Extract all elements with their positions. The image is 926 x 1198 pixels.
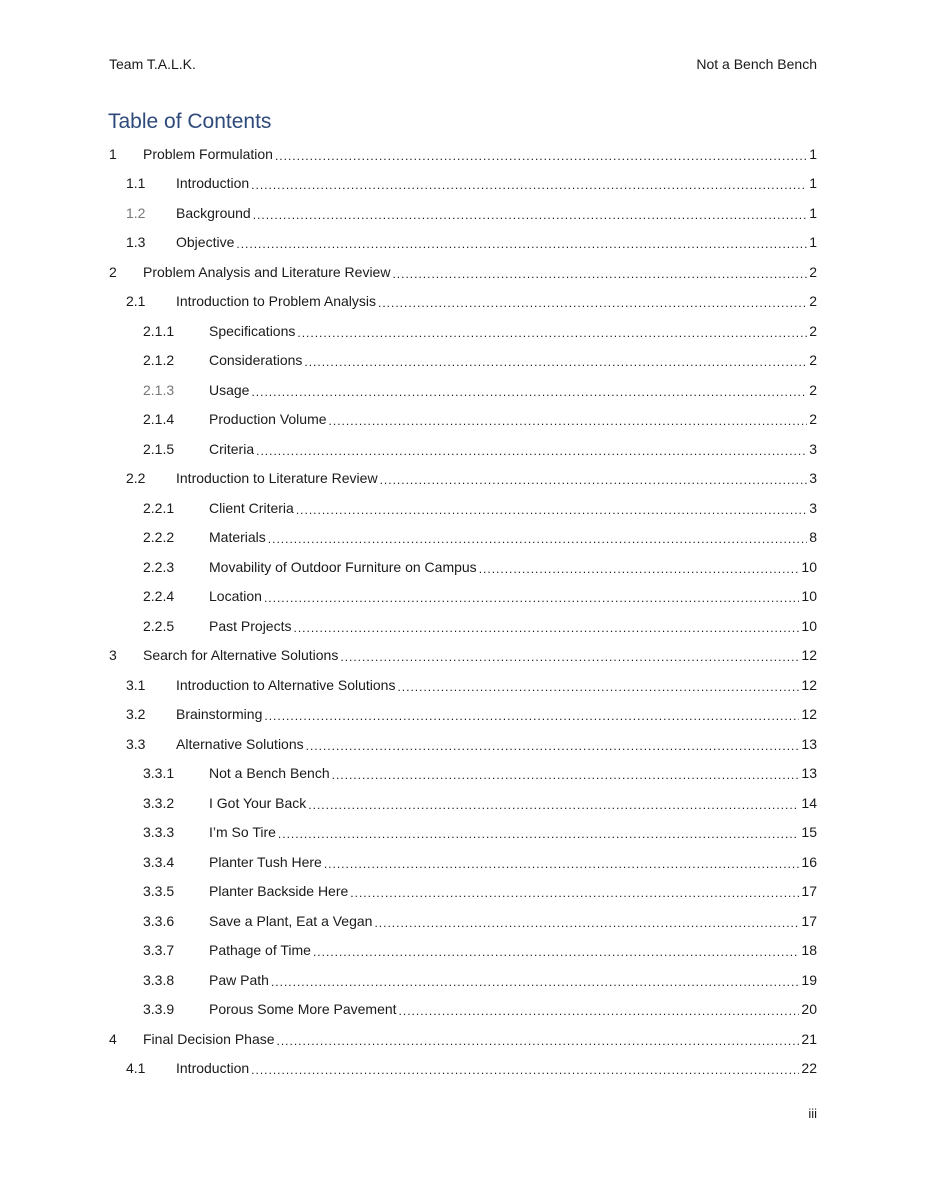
toc-entry-label: Introduction to Alternative Solutions	[176, 676, 396, 693]
toc-entry-label: Criteria	[209, 440, 255, 457]
toc-entry-number: 2.2	[126, 470, 146, 487]
toc-dot-leader	[256, 444, 807, 458]
footer-page-number: iii	[808, 1106, 817, 1121]
toc-entry-number: 3.3.9	[143, 1001, 175, 1018]
toc-entry-number: 3.3	[126, 735, 146, 752]
toc-dot-leader	[251, 1063, 799, 1077]
toc-entry-number: 2.1.4	[143, 411, 175, 428]
toc-entry[interactable]	[109, 552, 817, 582]
toc-entry-number: 2	[109, 263, 117, 280]
toc-entry-label: Planter Backside Here	[209, 883, 349, 900]
toc-entry-page: 17	[801, 883, 817, 900]
toc-entry[interactable]	[109, 375, 817, 405]
toc-entry-number: 2.1	[126, 293, 146, 310]
toc-entry-label: Paw Path	[209, 971, 269, 988]
toc-dot-leader	[277, 1034, 800, 1048]
toc-entry-label: Not a Bench Bench	[209, 765, 330, 782]
toc-entry-page: 2	[809, 381, 817, 398]
toc-entry-label: Considerations	[209, 352, 303, 369]
toc-entry-label: Save a Plant, Eat a Vegan	[209, 912, 373, 929]
toc-dot-leader	[392, 267, 807, 281]
toc-entry[interactable]	[109, 906, 817, 936]
toc-entry-label: Alternative Solutions	[176, 735, 304, 752]
toc-entry[interactable]	[109, 405, 817, 435]
toc-entry-page: 15	[801, 824, 817, 841]
toc-entry-page: 1	[809, 145, 817, 162]
toc-entry-number: 3	[109, 647, 117, 664]
toc-dot-leader	[380, 473, 808, 487]
toc-entry-number: 2.1.1	[143, 322, 175, 339]
toc-dot-leader	[308, 798, 799, 812]
toc-dot-leader	[397, 680, 799, 694]
toc-dot-leader	[306, 739, 800, 753]
toc-entry-number: 3.3.3	[143, 824, 175, 841]
toc-entry[interactable]	[109, 759, 817, 789]
toc-dot-leader	[374, 916, 799, 930]
toc-entry-label: Production Volume	[209, 411, 327, 428]
toc-dot-leader	[296, 503, 807, 517]
toc-entry-number: 3.3.5	[143, 883, 175, 900]
toc-entry-page: 19	[801, 971, 817, 988]
toc-entry[interactable]	[109, 287, 817, 317]
toc-entry[interactable]	[109, 139, 817, 169]
toc-entry[interactable]	[109, 611, 817, 641]
toc-dot-leader	[304, 355, 807, 369]
toc-entry-number: 2.1.3	[143, 381, 175, 398]
toc-entry-label: Movability of Outdoor Furniture on Campus	[209, 558, 477, 575]
toc-dot-leader	[297, 326, 807, 340]
toc-entry-page: 3	[809, 499, 817, 516]
toc-dot-leader	[253, 208, 807, 222]
toc-entry-page: 2	[809, 322, 817, 339]
toc-entry[interactable]	[109, 493, 817, 523]
toc-entry[interactable]	[109, 1054, 817, 1084]
toc-dot-leader	[293, 621, 799, 635]
toc-entry-number: 3.1	[126, 676, 146, 693]
toc-dot-leader	[479, 562, 800, 576]
toc-entry-number: 2.2.4	[143, 588, 175, 605]
toc-entry[interactable]	[109, 169, 817, 199]
toc-entry[interactable]	[109, 936, 817, 966]
toc-entry-number: 2.2.1	[143, 499, 175, 516]
toc-entry[interactable]	[109, 877, 817, 907]
toc-dot-leader	[378, 296, 807, 310]
toc-entry-label: Materials	[209, 529, 266, 546]
toc-entry[interactable]	[109, 788, 817, 818]
toc-dot-leader	[264, 709, 799, 723]
toc-entry-number: 3.3.2	[143, 794, 175, 811]
toc-entry-number: 4.1	[126, 1060, 146, 1077]
toc-entry-page: 12	[801, 676, 817, 693]
toc-entry-number: 1	[109, 145, 117, 162]
toc-entry[interactable]	[109, 729, 817, 759]
toc-entry-page: 21	[801, 1030, 817, 1047]
toc-entry-label: Problem Analysis and Literature Review	[143, 263, 391, 280]
toc-dot-leader	[313, 945, 799, 959]
toc-entry-page: 8	[809, 529, 817, 546]
toc-dot-leader	[251, 178, 807, 192]
toc-entry-page: 17	[801, 912, 817, 929]
toc-entry-label: Porous Some More Pavement	[209, 1001, 397, 1018]
toc-entry-page: 12	[801, 647, 817, 664]
toc-entry-number: 1.3	[126, 234, 146, 251]
toc-entry-label: Final Decision Phase	[143, 1030, 275, 1047]
toc-entry-page: 12	[801, 706, 817, 723]
toc-entry-label: I’m So Tire	[209, 824, 276, 841]
toc-dot-leader	[340, 650, 799, 664]
toc-entry-label: Search for Alternative Solutions	[143, 647, 339, 664]
toc-entry-page: 18	[801, 942, 817, 959]
toc-entry-number: 2.2.5	[143, 617, 175, 634]
toc-entry-label: Objective	[176, 234, 235, 251]
toc-entry-page: 2	[809, 352, 817, 369]
toc-dot-leader	[264, 591, 799, 605]
toc-entry-label: Usage	[209, 381, 250, 398]
toc-entry-page: 2	[809, 263, 817, 280]
toc-dot-leader	[329, 414, 808, 428]
toc-entry-label: Client Criteria	[209, 499, 294, 516]
toc-entry-number: 3.3.7	[143, 942, 175, 959]
toc-entry-page: 1	[809, 175, 817, 192]
toc-entry[interactable]	[109, 995, 817, 1025]
toc-entry-number: 2.2.2	[143, 529, 175, 546]
toc-entry[interactable]	[109, 847, 817, 877]
toc-entry-page: 20	[801, 1001, 817, 1018]
toc-entry-page: 1	[809, 234, 817, 251]
toc-entry-page: 2	[809, 293, 817, 310]
toc-entry[interactable]	[109, 316, 817, 346]
toc-entry-number: 4	[109, 1030, 117, 1047]
toc-entry-label: Problem Formulation	[143, 145, 273, 162]
toc-entry[interactable]	[109, 641, 817, 671]
toc-dot-leader	[324, 857, 800, 871]
toc-entry-page: 3	[809, 440, 817, 457]
toc-entry[interactable]	[109, 700, 817, 730]
toc-entry-label: Pathage of Time	[209, 942, 311, 959]
toc-entry-label: Introduction	[176, 175, 250, 192]
toc-entry-number: 3.3.4	[143, 853, 175, 870]
toc-entry-page: 3	[809, 470, 817, 487]
toc-entry-page: 2	[809, 411, 817, 428]
toc-dot-leader	[275, 149, 807, 163]
toc-entry-label: Brainstorming	[176, 706, 263, 723]
toc-entry[interactable]	[109, 346, 817, 376]
toc-dot-leader	[350, 886, 799, 900]
toc-entry-label: Introduction to Problem Analysis	[176, 293, 376, 310]
toc-entry[interactable]	[109, 1024, 817, 1054]
toc-entry-number: 2.2.3	[143, 558, 175, 575]
toc-entry[interactable]	[109, 523, 817, 553]
toc-entry[interactable]	[109, 582, 817, 612]
toc-dot-leader	[268, 532, 807, 546]
header-document-title: Not a Bench Bench	[696, 56, 817, 72]
toc-dot-leader	[271, 975, 799, 989]
toc-entry-number: 3.2	[126, 706, 146, 723]
toc-entry[interactable]	[109, 257, 817, 287]
toc-dot-leader	[236, 237, 807, 251]
toc-dot-leader	[332, 768, 800, 782]
toc-entry-label: Introduction to Literature Review	[176, 470, 378, 487]
toc-entry-label: Planter Tush Here	[209, 853, 322, 870]
toc-entry-page: 10	[801, 588, 817, 605]
toc-entry-label: Specifications	[209, 322, 296, 339]
table-of-contents	[109, 139, 817, 1083]
toc-entry[interactable]	[109, 670, 817, 700]
toc-entry-page: 22	[801, 1060, 817, 1077]
toc-entry-label: Introduction	[176, 1060, 250, 1077]
toc-entry[interactable]	[109, 818, 817, 848]
toc-entry-page: 1	[809, 204, 817, 221]
toc-entry-number: 2.1.5	[143, 440, 175, 457]
toc-entry-label: I Got Your Back	[209, 794, 307, 811]
toc-entry-label: Background	[176, 204, 251, 221]
toc-entry-page: 10	[801, 558, 817, 575]
toc-entry-page: 16	[801, 853, 817, 870]
toc-entry-page: 13	[801, 735, 817, 752]
toc-entry-number: 3.3.1	[143, 765, 175, 782]
toc-entry-number: 2.1.2	[143, 352, 175, 369]
toc-entry-page: 13	[801, 765, 817, 782]
toc-entry-number: 1.1	[126, 175, 146, 192]
toc-entry-number: 3.3.6	[143, 912, 175, 929]
toc-entry-label: Past Projects	[209, 617, 292, 634]
toc-entry-number: 1.2	[126, 204, 146, 221]
toc-entry[interactable]	[109, 965, 817, 995]
toc-dot-leader	[399, 1004, 800, 1018]
toc-entry[interactable]	[109, 464, 817, 494]
toc-dot-leader	[278, 827, 800, 841]
header-team-name: Team T.A.L.K.	[109, 56, 196, 72]
toc-entry-page: 14	[801, 794, 817, 811]
toc-heading: Table of Contents	[108, 110, 272, 133]
toc-entry-number: 3.3.8	[143, 971, 175, 988]
toc-entry[interactable]	[109, 198, 817, 228]
toc-entry-page: 10	[801, 617, 817, 634]
toc-entry[interactable]	[109, 228, 817, 258]
toc-entry-label: Location	[209, 588, 262, 605]
toc-entry[interactable]	[109, 434, 817, 464]
toc-dot-leader	[251, 385, 807, 399]
